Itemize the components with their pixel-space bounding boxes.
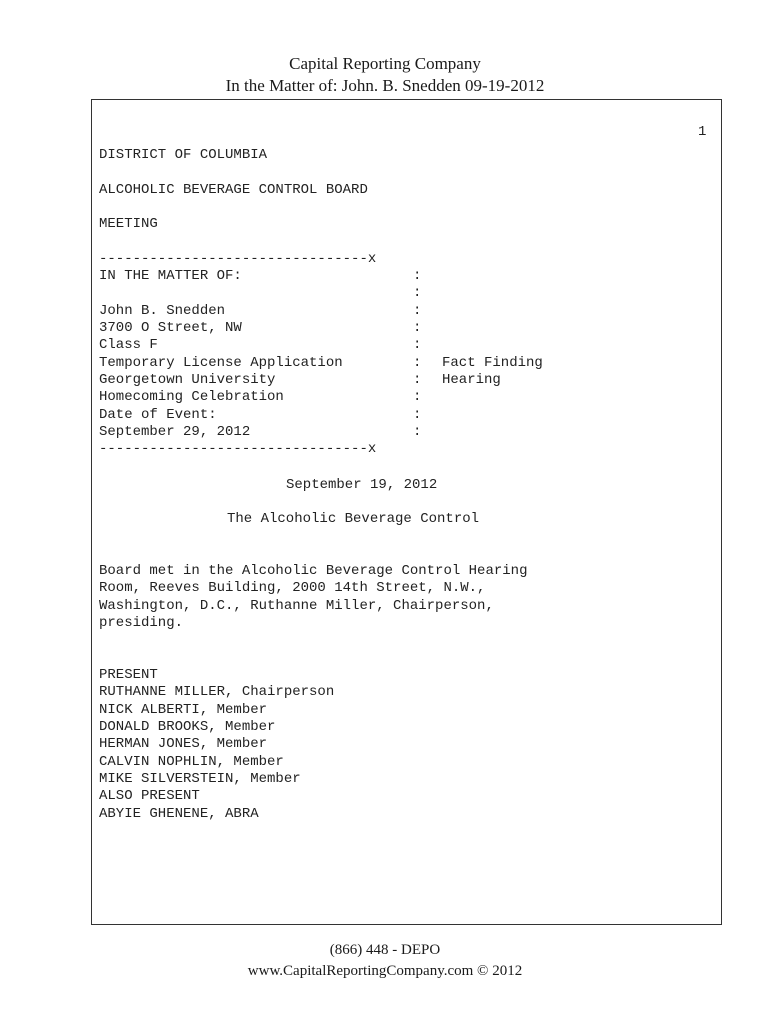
caption-left-line: September 29, 2012 [99, 424, 251, 440]
caption-colon: : [413, 303, 422, 319]
header-company: Capital Reporting Company [289, 54, 481, 73]
present-member: CALVIN NOPHLIN, Member [99, 754, 284, 770]
caption-right-line: Fact Finding [442, 355, 543, 371]
header-matter: In the Matter of: John. B. Snedden 09-19-2012 [225, 76, 545, 95]
caption-left-line: Georgetown University [99, 372, 276, 388]
present-member: HERMAN JONES, Member [99, 736, 268, 752]
caption-left-line: IN THE MATTER OF: [99, 268, 242, 284]
caption-rule-top: --------------------------------x [99, 251, 377, 267]
paragraph-line: presiding. [99, 615, 184, 631]
present-heading: PRESENT [99, 667, 158, 683]
page-number: 1 [698, 124, 707, 140]
caption-colon: : [413, 285, 422, 301]
paragraph-line: Board met in the Alcoholic Beverage Control Hearing [99, 563, 528, 579]
caption-left-line: Date of Event: [99, 407, 217, 423]
district-line: DISTRICT OF COLUMBIA [99, 147, 268, 163]
caption-colon: : [413, 424, 422, 440]
paragraph-line: Washington, D.C., Ruthanne Miller, Chairperson, [99, 598, 494, 614]
board-line: ALCOHOLIC BEVERAGE CONTROL BOARD [99, 182, 368, 198]
caption-left-line: Class F [99, 337, 158, 353]
caption-right-line: Hearing [442, 372, 501, 388]
paragraph-line: Room, Reeves Building, 2000 14th Street, N.W., [99, 580, 486, 596]
caption-colon: : [413, 320, 422, 336]
caption-rule-bottom: --------------------------------x [99, 441, 377, 457]
caption-left-line: 3700 O Street, NW [99, 320, 242, 336]
present-member: MIKE SILVERSTEIN, Member [99, 771, 301, 787]
caption-colon: : [413, 268, 422, 284]
footer-website: www.CapitalReportingCompany.com © 2012 [247, 963, 523, 979]
footer-phone: (866) 448 - DEPO [329, 942, 441, 958]
present-member: DONALD BROOKS, Member [99, 719, 276, 735]
caption-colon: : [413, 337, 422, 353]
board-name-line: The Alcoholic Beverage Control [227, 511, 480, 527]
caption-colon: : [413, 355, 422, 371]
also-present-heading: ALSO PRESENT [99, 788, 200, 804]
caption-colon: : [413, 389, 422, 405]
present-member: RUTHANNE MILLER, Chairperson [99, 684, 335, 700]
caption-left-line: Temporary License Application [99, 355, 343, 371]
caption-left-line: John B. Snedden [99, 303, 226, 319]
present-member: NICK ALBERTI, Member [99, 702, 268, 718]
also-present-member: ABYIE GHENENE, ABRA [99, 806, 259, 822]
caption-colon: : [413, 372, 422, 388]
caption-colon: : [413, 407, 422, 423]
meeting-line: MEETING [99, 216, 158, 232]
caption-left-line: Homecoming Celebration [99, 389, 284, 405]
hearing-date-line: September 19, 2012 [286, 477, 438, 493]
